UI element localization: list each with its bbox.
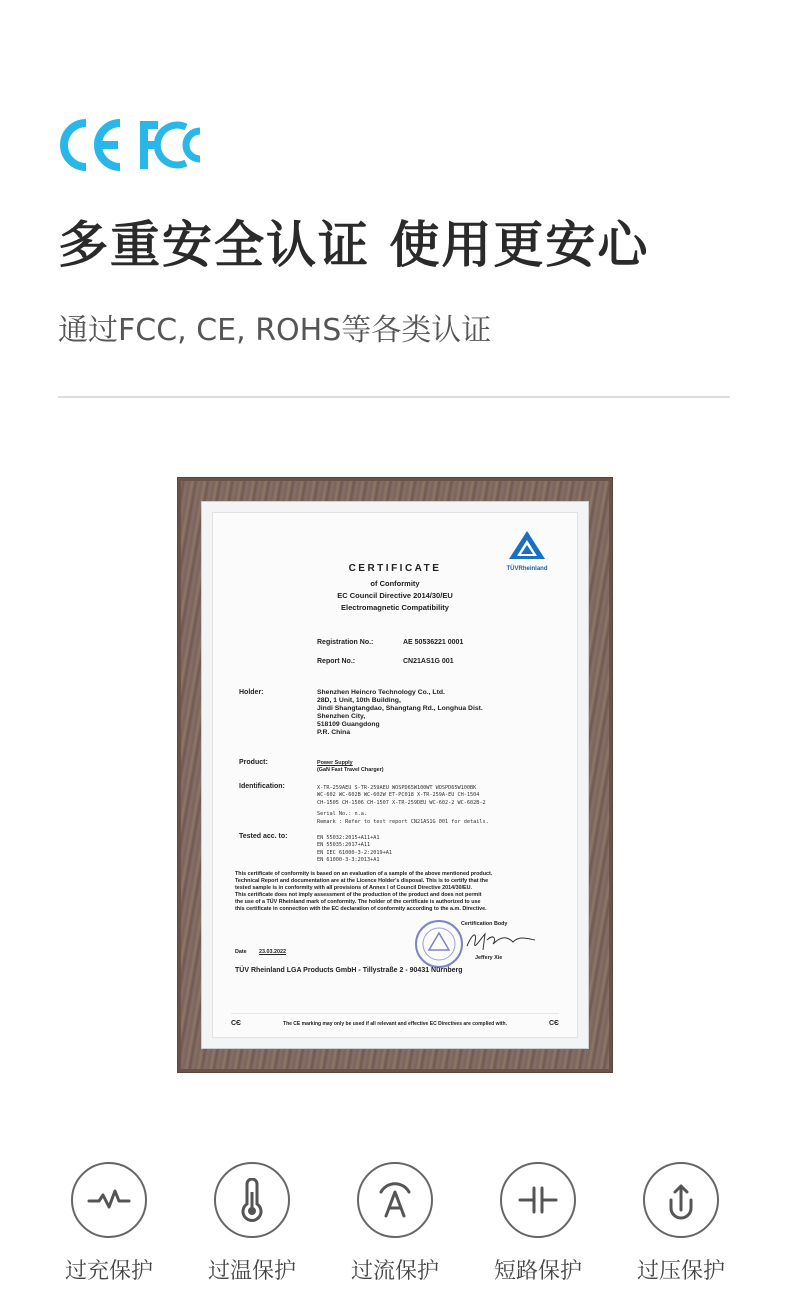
certificate-statement: This certificate of conformity is based on an evaluation of a sample of the above mentioned product. Technical Report and documentation are at the Licence Holder's disposal. This is to certify that the tested sample is in conformity with all provisions of Annex I of Council Directive 2014/30/EU. This certificate does not imply assessment of the production of the product and does not permit the use of a TÜV Rheinland mark of conformity. The holder of the certificate is authorized to use this certificate in connection with the EC declaration of conformity according to the a.m. Directive.	[235, 871, 493, 912]
certificate-subtitle-1: of Conformity	[370, 579, 420, 588]
report-value: CN21AS1G 001	[403, 658, 454, 665]
date-value: 23.03.2022	[259, 949, 286, 955]
tuv-triangle-icon	[507, 529, 547, 561]
holder-address: Shenzhen Heincro Technology Co., Ltd. 28D, 1 Unit, 10th Building, Jindi Shangtangdao, Shangtang Rd., Longhua Dist. Shenzhen City, 518109 Guangdong P.R. China	[317, 689, 483, 736]
product-label: Product:	[239, 759, 268, 766]
ce-mark-icon: CЄ	[548, 1020, 559, 1027]
short-circuit-icon	[516, 1182, 560, 1218]
ce-marking-text: The CE marking may only be used if all relevant and effective EC Directives are complied with.	[283, 1020, 507, 1027]
tuv-stamp-icon	[413, 918, 465, 970]
divider	[58, 396, 730, 398]
certificate-paper	[213, 513, 577, 1037]
headline: 多重安全认证 使用更安心	[58, 216, 650, 274]
holder-label: Holder:	[239, 689, 264, 696]
ce-logo-icon	[58, 117, 122, 173]
registration-value: AE 50536221 0001	[403, 639, 464, 646]
certification-logos	[58, 115, 206, 175]
tested-standards: EN 55032:2015+A11+A1 EN 55035:2017+A11 EN IEC 61000-3-2:2019+A1 EN 61000-3-3:2013+A1	[317, 835, 392, 864]
signer-name: Jeffery Xie	[475, 955, 503, 961]
pulse-icon	[87, 1185, 131, 1215]
ce-marking-note	[231, 1013, 559, 1027]
ce-mark-icon: CЄ	[231, 1020, 242, 1027]
feature-overcurrent	[340, 1162, 450, 1285]
lga-address: TÜV Rheinland LGA Products GmbH - Tillystraße 2 - 90431 Nürnberg	[235, 967, 463, 974]
product-value: Power Supply (GaN Fast Travel Charger)	[317, 760, 384, 773]
fcc-logo-icon	[136, 117, 206, 173]
identification-list: X-TR-259AEU S-TR-259AEU WOSPD65W100WT WOSPD65W100BK WC-602 WC-602B WC-602W ET-PC018 X-TR-259A-EU CH-1504 CH-1505 CH-1506 CH-1507 X-TR-259DEU WC-602-2 WC-602B-2 Serial No.: n.a. Remark : Refer to test report CN21AS1G 001 for details.	[317, 785, 489, 825]
tuv-logo-text: TÜVRheinland	[506, 566, 548, 572]
tested-label: Tested acc. to:	[239, 833, 288, 840]
feature-label: 过充保护	[64, 1259, 153, 1284]
identification-label: Identification:	[239, 783, 285, 790]
voltage-up-icon	[664, 1178, 698, 1222]
subline: 通过FCC, CE, ROHS等各类认证	[58, 313, 492, 348]
feature-overvoltage	[626, 1162, 736, 1285]
ampere-icon	[373, 1178, 417, 1222]
report-label: Report No.:	[317, 658, 356, 665]
feature-label: 短路保护	[493, 1259, 582, 1284]
thermometer-icon	[237, 1178, 267, 1222]
registration-label: Registration No.:	[317, 639, 374, 646]
certificate-mat	[201, 501, 589, 1049]
feature-label: 过压保护	[636, 1259, 725, 1284]
feature-overcharge	[54, 1162, 164, 1285]
feature-label: 过温保护	[207, 1259, 296, 1284]
certificate-title: CERTIFICATE	[348, 563, 442, 574]
certificate-subtitle-2: EC Council Directive 2014/30/EU	[337, 591, 453, 600]
date-label: Date	[235, 949, 247, 955]
certificate-frame	[177, 477, 613, 1073]
feature-overtemperature	[197, 1162, 307, 1285]
certificate-subtitle-3: Electromagnetic Compatibility	[341, 603, 449, 612]
signature-icon	[463, 928, 539, 954]
feature-label: 过流保护	[350, 1259, 439, 1284]
feature-short-circuit	[483, 1162, 593, 1285]
certification-body-label: Certification Body	[461, 921, 508, 927]
